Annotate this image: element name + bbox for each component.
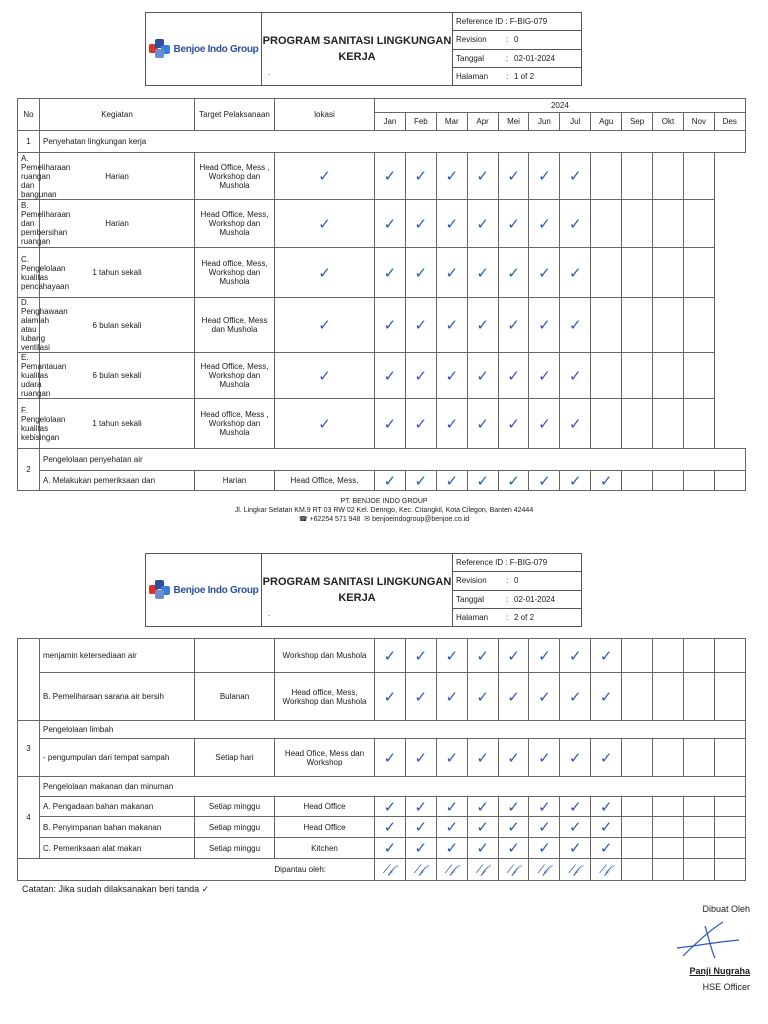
check-mark-icon: ✓ [405, 399, 436, 449]
check-mark-icon: ✓ [529, 817, 560, 838]
completion-note: Catatan: Jika sudah dilaksanakan beri tanda ✓ [22, 884, 210, 894]
section-number: 2 [18, 449, 40, 491]
check-mark-icon: ✓ [275, 353, 375, 399]
signature-block [660, 904, 750, 992]
signer-name: Panji Nugraha [689, 966, 750, 976]
phone-icon: ☎ [298, 516, 308, 523]
check-mark-icon: ✓ [375, 248, 406, 298]
empty-month-cell [653, 838, 684, 859]
monitored-row [18, 859, 746, 881]
section-title: Pengelolaan penyehatan air [40, 449, 746, 471]
check-mark-icon: ✓ [560, 153, 591, 200]
check-mark-icon: ✓ [375, 471, 406, 491]
empty-month-cell [591, 248, 622, 298]
month-header: Mar [436, 113, 467, 131]
header-year: 2024 [375, 99, 746, 113]
check-mark-icon: ✓ [560, 639, 591, 673]
empty-month-cell [714, 739, 745, 777]
table-row [18, 797, 746, 817]
check-mark-icon: ✓ [375, 153, 406, 200]
initial-sign-icon: ⁄𝒻 [467, 859, 498, 881]
check-mark-icon: ✓ [436, 817, 467, 838]
reference-id: Reference ID : F-BIG-079 [453, 554, 581, 572]
check-mark-icon: ✓ [529, 739, 560, 777]
check-mark-icon: ✓ [498, 739, 529, 777]
empty-month-cell [622, 639, 653, 673]
empty-month-cell [683, 353, 714, 399]
email-icon: ✉ [364, 516, 371, 523]
empty-month-cell [653, 399, 684, 449]
month-header: Des [714, 113, 745, 131]
check-mark-icon: ✓ [405, 353, 436, 399]
check-mark-icon: ✓ [467, 673, 498, 721]
header-no: No [18, 99, 40, 131]
check-mark-icon: ✓ [529, 353, 560, 399]
document-header-page1 [145, 12, 582, 86]
empty-month-cell [683, 298, 714, 353]
check-mark-icon: ✓ [467, 817, 498, 838]
location-cell: Workshop dan Mushola [275, 639, 375, 673]
reference-id: Reference ID : F-BIG-079 [453, 13, 581, 31]
check-mark-icon: ✓ [498, 797, 529, 817]
company-email: benjoeindogroup@benjoe.co.id [372, 516, 470, 523]
check-mark-icon: ✓ [405, 797, 436, 817]
location-cell: Head office, Mess, Workshop dan Mushola [275, 673, 375, 721]
empty-month-cell [683, 153, 714, 200]
check-mark-icon: ✓ [375, 739, 406, 777]
check-mark-icon: ✓ [591, 471, 622, 491]
month-header: Feb [405, 113, 436, 131]
empty-month-cell [653, 859, 684, 881]
check-mark-icon: ✓ [498, 471, 529, 491]
check-mark-icon: ✓ [560, 817, 591, 838]
check-mark-icon: ✓ [405, 639, 436, 673]
empty-month-cell [653, 739, 684, 777]
company-logo [149, 39, 259, 59]
check-mark-icon: ✓ [529, 673, 560, 721]
company-logo [149, 580, 259, 600]
check-mark-icon: ✓ [467, 639, 498, 673]
section-number: 3 [18, 721, 40, 777]
activity-cell: E. Pemantauan kualitas udara ruangan [18, 353, 40, 399]
check-mark-icon: ✓ [436, 153, 467, 200]
check-mark-icon: ✓ [529, 471, 560, 491]
header-target: Target Pelaksanaan [195, 99, 275, 131]
table-row [18, 471, 746, 491]
empty-month-cell [622, 817, 653, 838]
logo-text: Benjoe Indo Group [173, 43, 259, 55]
check-mark-icon: ✓ [436, 248, 467, 298]
target-cell: Setiap minggu [195, 838, 275, 859]
check-mark-icon: ✓ [405, 739, 436, 777]
section-number [18, 639, 40, 721]
check-mark-icon: ✓ [529, 248, 560, 298]
initial-sign-icon: ⁄𝒻 [375, 859, 406, 881]
location-cell: Head office, Mess, Workshop dan Mushola [195, 248, 275, 298]
location-cell: Head Office, Mess, Workshop dan Mushola [195, 353, 275, 399]
check-mark-icon: ✓ [529, 200, 560, 248]
check-mark-icon: ✓ [498, 673, 529, 721]
initial-sign-icon: ⁄𝒻 [529, 859, 560, 881]
target-cell: Setiap hari [195, 739, 275, 777]
activity-cell: A. Pemeliharaan ruangan dan bangunan [18, 153, 40, 200]
monitored-label: Dipantau oleh: [18, 859, 375, 881]
check-mark-icon: ✓ [375, 353, 406, 399]
meta-cell [453, 13, 581, 85]
check-mark-icon: ✓ [436, 353, 467, 399]
target-cell: Bulanan [195, 673, 275, 721]
location-cell: Head office, Mess , Workshop dan Mushola [195, 399, 275, 449]
title-cell: PROGRAM SANITASI LINGKUNGAN KERJA . [262, 13, 453, 85]
section-title: Penyehatan lingkungan kerja [40, 131, 746, 153]
empty-month-cell [714, 471, 745, 491]
target-cell: Harian [40, 153, 195, 200]
month-header: Jun [529, 113, 560, 131]
empty-month-cell [622, 399, 653, 449]
sanitation-table-page1 [17, 98, 746, 491]
check-mark-icon: ✓ [529, 797, 560, 817]
empty-month-cell [653, 673, 684, 721]
check-mark-icon: ✓ [591, 639, 622, 673]
empty-month-cell [714, 673, 745, 721]
check-mark-icon: ✓ [467, 471, 498, 491]
check-mark-icon: ✓ [375, 639, 406, 673]
target-cell: Setiap minggu [195, 797, 275, 817]
check-mark-icon: ✓ [467, 248, 498, 298]
table-row [18, 153, 746, 200]
meta-cell [453, 554, 581, 626]
location-cell: Kitchen [275, 838, 375, 859]
empty-month-cell [622, 859, 653, 881]
check-mark-icon: ✓ [591, 673, 622, 721]
location-cell: Head Office, Mess dan Mushola [195, 298, 275, 353]
check-mark-icon: ✓ [375, 838, 406, 859]
check-mark-icon: ✓ [498, 153, 529, 200]
target-cell [195, 639, 275, 673]
empty-month-cell [683, 471, 714, 491]
check-mark-icon: ✓ [560, 797, 591, 817]
document-header-page2 [145, 553, 582, 627]
activity-cell: C. Pengelolaan kualitas pencahayaan [18, 248, 40, 298]
title-cell: PROGRAM SANITASI LINGKUNGAN KERJA . [262, 554, 453, 626]
empty-month-cell [714, 859, 745, 881]
check-mark-icon: ✓ [529, 399, 560, 449]
revision-row: Revision : 0 [453, 31, 581, 49]
empty-month-cell [683, 200, 714, 248]
table-row [18, 739, 746, 777]
check-mark-icon: ✓ [375, 298, 406, 353]
date-row: Tanggal : 02-01-2024 [453, 591, 581, 609]
empty-month-cell [653, 200, 684, 248]
check-mark-icon: ✓ [498, 399, 529, 449]
empty-month-cell [591, 353, 622, 399]
check-mark-icon: ✓ [405, 471, 436, 491]
table-row [18, 353, 746, 399]
revision-row: Revision : 0 [453, 572, 581, 590]
section-row [18, 721, 746, 739]
location-cell: Head Office, Mess, [275, 471, 375, 491]
check-mark-icon: ✓ [375, 200, 406, 248]
empty-month-cell [653, 353, 684, 399]
initial-sign-icon: ⁄𝒻 [498, 859, 529, 881]
check-mark-icon: ✓ [560, 399, 591, 449]
check-mark-icon: ✓ [275, 298, 375, 353]
document-title: PROGRAM SANITASI LINGKUNGAN KERJA [262, 576, 452, 604]
company-footer [0, 497, 768, 524]
empty-month-cell [714, 838, 745, 859]
target-cell: 6 bulan sekali [40, 353, 195, 399]
empty-month-cell [683, 739, 714, 777]
empty-month-cell [622, 353, 653, 399]
check-mark-icon: ✓ [560, 200, 591, 248]
location-cell: Head Office [275, 817, 375, 838]
page-row: Halaman : 2 of 2 [456, 612, 535, 622]
check-mark-icon: ✓ [560, 471, 591, 491]
check-mark-icon: ✓ [560, 353, 591, 399]
initial-sign-icon: ⁄𝒻 [436, 859, 467, 881]
empty-month-cell [683, 859, 714, 881]
check-mark-icon: ✓ [467, 739, 498, 777]
initial-sign-icon: ⁄𝒻 [591, 859, 622, 881]
section-row [18, 777, 746, 797]
check-mark-icon: ✓ [498, 200, 529, 248]
check-mark-icon: ✓ [591, 797, 622, 817]
empty-month-cell [714, 797, 745, 817]
check-mark-icon: ✓ [498, 817, 529, 838]
check-mark-icon: ✓ [436, 639, 467, 673]
empty-month-cell [622, 797, 653, 817]
check-mark-icon: ✓ [275, 399, 375, 449]
empty-month-cell [653, 797, 684, 817]
check-mark-icon: ✓ [436, 200, 467, 248]
check-mark-icon: ✓ [591, 739, 622, 777]
sanitation-table-page2 [17, 638, 746, 881]
empty-month-cell [683, 838, 714, 859]
company-phone: +62254 571 948 [309, 516, 361, 523]
check-mark-icon: ✓ [560, 739, 591, 777]
logo-cube-icon [149, 580, 171, 600]
check-mark-icon: ✓ [405, 248, 436, 298]
empty-month-cell [653, 817, 684, 838]
empty-month-cell [714, 639, 745, 673]
check-mark-icon: ✓ [436, 797, 467, 817]
check-mark-icon: ✓ [467, 838, 498, 859]
check-mark-icon: ✓ [405, 298, 436, 353]
company-address: Jl. Lingkar Selatan KM.9 RT 03 RW 02 Kel. Deringo, Kec. Citangkil, Kota Cilegon, Banten 42444 [234, 507, 534, 514]
check-mark-icon: ✓ [529, 153, 560, 200]
empty-month-cell [622, 153, 653, 200]
section-number: 1 [18, 131, 40, 153]
location-cell: Head Office, Mess, Workshop dan Mushola [195, 200, 275, 248]
section-title: Pengelolaan limbah [40, 721, 746, 739]
location-cell: Head Office [275, 797, 375, 817]
check-mark-icon: ✓ [498, 248, 529, 298]
empty-month-cell [591, 153, 622, 200]
check-mark-icon: ✓ [467, 298, 498, 353]
check-mark-icon: ✓ [529, 298, 560, 353]
empty-month-cell [591, 298, 622, 353]
location-cell: Head Ofice, Mess dan Workshop [275, 739, 375, 777]
month-header: Jan [375, 113, 406, 131]
signer-role: HSE Officer [702, 982, 750, 992]
empty-month-cell [622, 471, 653, 491]
target-cell: Setiap minggu [195, 817, 275, 838]
empty-month-cell [653, 153, 684, 200]
check-mark-icon: ✓ [560, 298, 591, 353]
target-cell: 6 bulan sekali [40, 298, 195, 353]
check-mark-icon: ✓ [405, 673, 436, 721]
table-row [18, 817, 746, 838]
activity-cell: B. Pemeliharaan sarana air bersih [40, 673, 195, 721]
empty-month-cell [622, 200, 653, 248]
table-row [18, 639, 746, 673]
check-mark-icon: ✓ [498, 838, 529, 859]
activity-cell: C. Pemeriksaan alat makan [40, 838, 195, 859]
document-title: PROGRAM SANITASI LINGKUNGAN KERJA [262, 35, 452, 63]
activity-cell: D. Penghawaan alamiah atau lubang ventilasi [18, 298, 40, 353]
check-mark-icon: ✓ [498, 298, 529, 353]
empty-month-cell [683, 797, 714, 817]
check-mark-icon: ✓ [436, 739, 467, 777]
check-mark-icon: ✓ [405, 200, 436, 248]
month-header: Apr [467, 113, 498, 131]
check-mark-icon: ✓ [560, 248, 591, 298]
section-row [18, 449, 746, 471]
check-mark-icon: ✓ [467, 797, 498, 817]
empty-month-cell [683, 248, 714, 298]
check-mark-icon: ✓ [498, 639, 529, 673]
check-mark-icon: ✓ [436, 673, 467, 721]
check-mark-icon: ✓ [275, 248, 375, 298]
logo-cube-icon [149, 39, 171, 59]
empty-month-cell [622, 739, 653, 777]
table-row [18, 200, 746, 248]
check-mark-icon: ✓ [275, 153, 375, 200]
activity-cell: A. Melakukan pemeriksaan dan [40, 471, 195, 491]
empty-month-cell [683, 817, 714, 838]
activity-cell: A. Pengadaan bahan makanan [40, 797, 195, 817]
page-row: Halaman : 1 of 2 [456, 71, 535, 81]
header-kegiatan: Kegiatan [40, 99, 195, 131]
month-header: Okt [653, 113, 684, 131]
check-mark-icon: ✓ [560, 838, 591, 859]
target-cell: 1 tahun sekali [40, 248, 195, 298]
empty-month-cell [653, 639, 684, 673]
empty-month-cell [591, 399, 622, 449]
header-lokasi: lokasi [275, 99, 375, 131]
check-mark-icon: ✓ [467, 153, 498, 200]
activity-cell: menjamin ketersediaan air [40, 639, 195, 673]
table-row [18, 838, 746, 859]
check-mark-icon: ✓ [498, 353, 529, 399]
table-row [18, 298, 746, 353]
signature-drawing [665, 916, 745, 966]
initial-sign-icon: ⁄𝒻 [405, 859, 436, 881]
empty-month-cell [622, 838, 653, 859]
table-row [18, 399, 746, 449]
company-name: PT. BENJOE INDO GROUP [340, 498, 428, 505]
check-mark-icon: ✓ [529, 639, 560, 673]
table-row [18, 248, 746, 298]
check-mark-icon: ✓ [436, 471, 467, 491]
table-row [18, 673, 746, 721]
date-row: Tanggal : 02-01-2024 [453, 50, 581, 68]
company-contact [0, 515, 768, 524]
check-mark-icon: ✓ [436, 298, 467, 353]
empty-month-cell [653, 471, 684, 491]
check-mark-icon: ✓ [405, 838, 436, 859]
logo-cell [146, 554, 262, 626]
check-mark-icon: ✓ [405, 153, 436, 200]
empty-month-cell [591, 200, 622, 248]
check-mark-icon: ✓ [591, 817, 622, 838]
activity-cell: B. Penyimpanan bahan makanan [40, 817, 195, 838]
check-mark-icon: ✓ [529, 838, 560, 859]
empty-month-cell [683, 399, 714, 449]
check-mark-icon: ✓ [375, 673, 406, 721]
initial-sign-icon: ⁄𝒻 [560, 859, 591, 881]
month-header: Sep [622, 113, 653, 131]
empty-month-cell [714, 817, 745, 838]
check-mark-icon: ✓ [436, 399, 467, 449]
logo-text: Benjoe Indo Group [173, 584, 259, 596]
empty-month-cell [653, 248, 684, 298]
logo-cell [146, 13, 262, 85]
target-cell: 1 tahun sekali [40, 399, 195, 449]
check-mark-icon: ✓ [375, 797, 406, 817]
activity-cell: - pengumpulan dari tempat sampah [40, 739, 195, 777]
section-title: Pengelolaan makanan dan minuman [40, 777, 746, 797]
empty-month-cell [653, 298, 684, 353]
month-header: Nov [683, 113, 714, 131]
check-mark-icon: ✓ [275, 200, 375, 248]
month-header: Agu [591, 113, 622, 131]
month-header: Jul [560, 113, 591, 131]
location-cell: Head Office, Mess , Workshop dan Mushola [195, 153, 275, 200]
target-cell: Harian [195, 471, 275, 491]
check-mark-icon: ✓ [560, 673, 591, 721]
made-by-label: Dibuat Oleh [702, 904, 750, 914]
empty-month-cell [683, 673, 714, 721]
empty-month-cell [622, 673, 653, 721]
activity-cell: F. Pengelolaan kualitas kebisingan [18, 399, 40, 449]
month-header: Mei [498, 113, 529, 131]
check-mark-icon: ✓ [467, 399, 498, 449]
check-mark-icon: ✓ [591, 838, 622, 859]
check-mark-icon: ✓ [467, 200, 498, 248]
check-mark-icon: ✓ [467, 353, 498, 399]
check-mark-icon: ✓ [436, 838, 467, 859]
check-mark-icon: ✓ [375, 817, 406, 838]
check-mark-icon: ✓ [375, 399, 406, 449]
empty-month-cell [622, 248, 653, 298]
empty-month-cell [622, 298, 653, 353]
activity-cell: B. Pemeliharaan dan pembersihan ruangan [18, 200, 40, 248]
empty-month-cell [683, 639, 714, 673]
target-cell: Harian [40, 200, 195, 248]
section-number: 4 [18, 777, 40, 859]
check-mark-icon: ✓ [405, 817, 436, 838]
